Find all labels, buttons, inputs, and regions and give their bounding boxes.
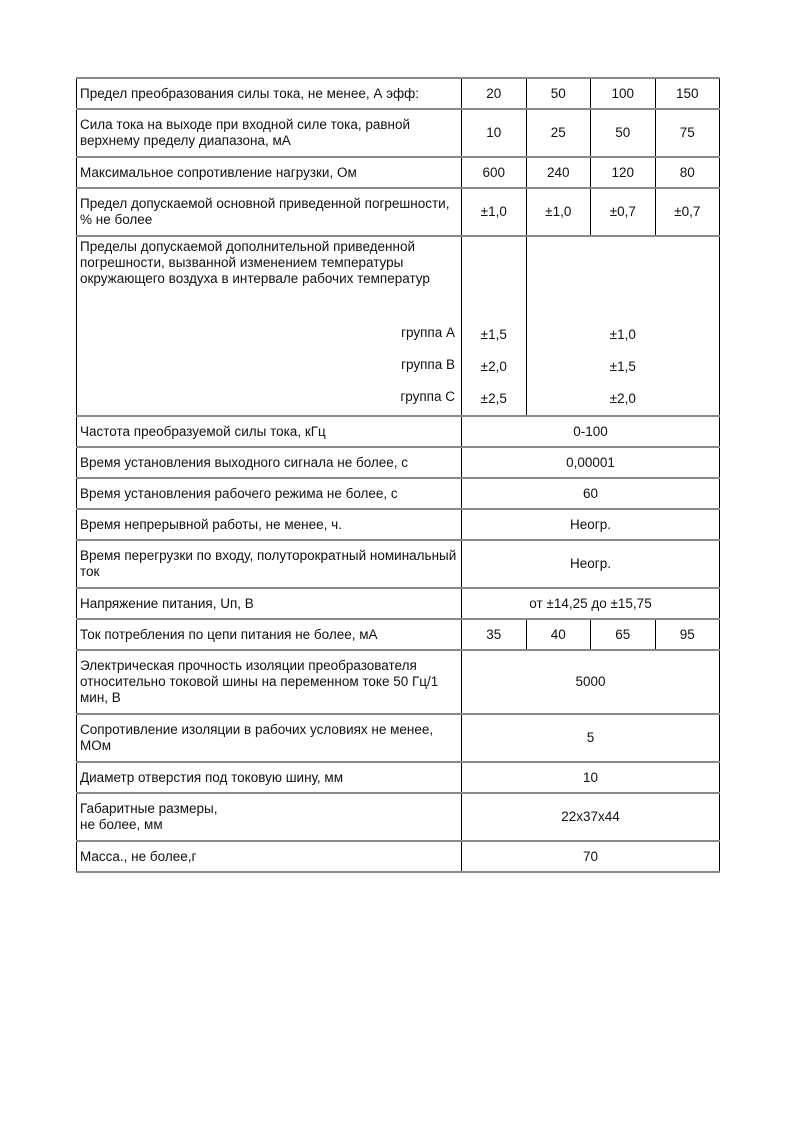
cell-value: 240 (526, 157, 591, 188)
cell-value: ±0,7 (591, 188, 656, 236)
cell-value: от ±14,25 до ±15,75 (462, 588, 720, 619)
cell-value: 10 (462, 109, 527, 157)
specifications-table (76, 77, 720, 873)
cell-value: ±1,0 (462, 188, 527, 236)
cell-value: 50 (526, 78, 591, 109)
table-row (77, 588, 720, 619)
table-row (77, 416, 720, 447)
table-row (77, 478, 720, 509)
row-label: Габаритные размеры, не более, мм (77, 793, 462, 841)
cell-value: ±1,5 (480, 327, 507, 342)
cell-value: 120 (591, 157, 656, 188)
group-rest-columns (526, 236, 720, 416)
cell-value: 100 (591, 78, 656, 109)
table-row (77, 109, 720, 157)
row-label: Время установления выходного сигнала не более, с (77, 447, 462, 478)
row-label: Время перегрузки по входу, полуторократный номинальный ток (77, 540, 462, 588)
cell-value: 95 (655, 619, 720, 650)
cell-value: 80 (655, 157, 720, 188)
row-label: Время установления рабочего режима не более, с (77, 478, 462, 509)
cell-value: 5 (462, 714, 720, 762)
cell-value: 50 (591, 109, 656, 157)
cell-value: 20 (462, 78, 527, 109)
table-row (77, 509, 720, 540)
table-row (77, 841, 720, 872)
row-label: Максимальное сопротивление нагрузки, Ом (77, 157, 462, 188)
table-row (77, 762, 720, 793)
cell-value: ±2,0 (480, 359, 507, 374)
cell-value: ±1,0 (609, 327, 636, 342)
table-row (77, 188, 720, 236)
cell-value: 5000 (462, 650, 720, 714)
row-label: Напряжение питания, Uп, В (77, 588, 462, 619)
cell-value: ±1,5 (609, 359, 636, 374)
row-label (77, 236, 462, 416)
table-row (77, 157, 720, 188)
temperature-error-label: Пределы допускаемой дополнительной приведенной погрешности, вызванной изменением температуры окружающего воздуха в интервале рабочих температур (80, 239, 430, 286)
table-row (77, 78, 720, 109)
table-row (77, 714, 720, 762)
group-b-label: группа В (401, 357, 455, 372)
cell-value: ±0,7 (655, 188, 720, 236)
table-row (77, 793, 720, 841)
table-row (77, 650, 720, 714)
row-label: Сопротивление изоляции в рабочих условиях не менее, МОм (77, 714, 462, 762)
cell-value: ±1,0 (526, 188, 591, 236)
table-row (77, 447, 720, 478)
cell-value: 150 (655, 78, 720, 109)
row-label: Предел преобразования силы тока, не менее, А эфф: (77, 78, 462, 109)
cell-value: 60 (462, 478, 720, 509)
cell-value: ±2,5 (480, 391, 507, 406)
cell-value: 0,00001 (462, 447, 720, 478)
table-row (77, 540, 720, 588)
cell-value: Неогр. (462, 540, 720, 588)
cell-value: 22х37х44 (462, 793, 720, 841)
row-label: Предел допускаемой основной приведенной погрешности, % не более (77, 188, 462, 236)
cell-value: 10 (462, 762, 720, 793)
row-label: Масса., не более,г (77, 841, 462, 872)
cell-value: 65 (591, 619, 656, 650)
cell-value: 40 (526, 619, 591, 650)
group-c-label: группа С (400, 389, 455, 404)
cell-value: 600 (462, 157, 527, 188)
cell-value: ±2,0 (609, 391, 636, 406)
row-label: Электрическая прочность изоляции преобразователя относительно токовой шины на переменном токе 50 Гц/1 мин, В (77, 650, 462, 714)
row-label: Диаметр отверстия под токовую шину, мм (77, 762, 462, 793)
row-label: Сила тока на выходе при входной силе тока, равной верхнему пределу диапазона, мА (77, 109, 462, 157)
group-a-label: группа А (401, 325, 455, 340)
cell-value: 25 (526, 109, 591, 157)
cell-value: 70 (462, 841, 720, 872)
row-label: Время непрерывной работы, не менее, ч. (77, 509, 462, 540)
cell-value: 75 (655, 109, 720, 157)
table-row (77, 619, 720, 650)
table-row-temperature-error (77, 236, 720, 416)
cell-value: Неогр. (462, 509, 720, 540)
cell-value: 35 (462, 619, 527, 650)
row-label: Частота преобразуемой силы тока, кГц (77, 416, 462, 447)
row-label: Ток потребления по цепи питания не более, мА (77, 619, 462, 650)
cell-value: 0-100 (462, 416, 720, 447)
group-first-column (462, 236, 527, 416)
